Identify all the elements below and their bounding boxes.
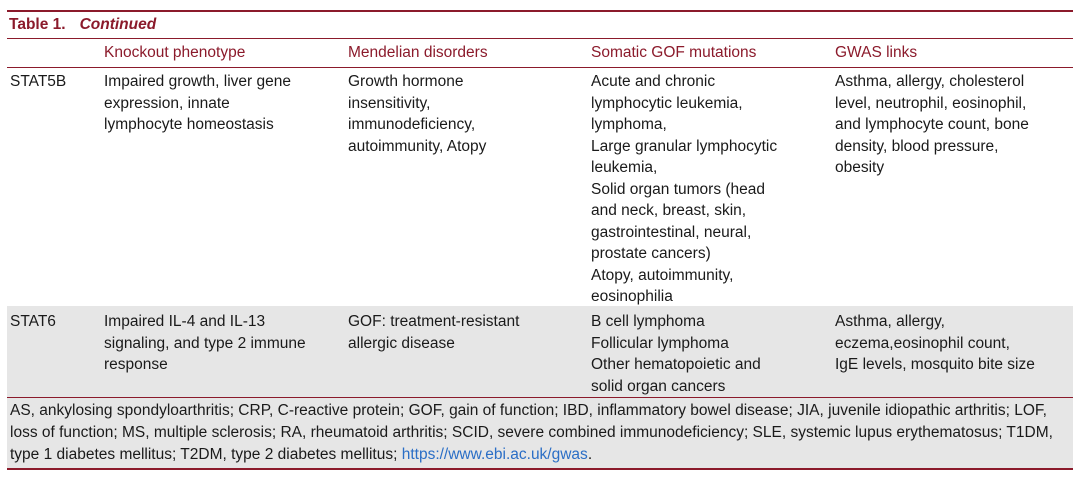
footnote-text: AS, ankylosing spondyloarthritis; CRP, C-reactive protein; GOF, gain of function; IBD, inflammatory bowel disease; JIA, juvenile idiopathic arthritis; LOF, loss of function; MS, multiple sclerosis; RA, rheumatoid arthritis; SCID, severe combined immunodeficiency; SLE, systemic lupus erythematosus; T1DM, type 1 diabetes mellitus; T2DM, type 2 diabetes mellitus; bbox=[10, 402, 1053, 463]
table-container bbox=[7, 10, 1073, 470]
table-label: Table 1. bbox=[9, 16, 66, 33]
footnote-end: . bbox=[587, 446, 593, 463]
table-subtitle: Continued bbox=[79, 16, 157, 33]
header-cell-somatic: Somatic GOF mutations bbox=[591, 44, 757, 61]
header-cell-gwas: GWAS links bbox=[835, 44, 918, 61]
gwas-cell: Asthma, allergy, cholesterol level, neutrophil, eosinophil, and lymphocyte count, bone density, blood pressure, obesity bbox=[835, 73, 1029, 176]
table-title bbox=[7, 12, 1073, 38]
table-row bbox=[7, 306, 1073, 397]
somatic-cell: B cell lymphoma Follicular lymphoma Other hematopoietic and solid organ cancers bbox=[591, 313, 761, 395]
table-header-row bbox=[7, 39, 1073, 67]
gene-name-cell: STAT5B bbox=[10, 73, 67, 90]
table-footnote bbox=[7, 398, 1073, 468]
mendelian-cell: Growth hormone insensitivity, immunodeficiency, autoimmunity, Atopy bbox=[348, 73, 487, 155]
knockout-cell: Impaired IL-4 and IL-13 signaling, and type 2 immune response bbox=[104, 313, 306, 373]
gwas-cell: Asthma, allergy, eczema,eosinophil count, IgE levels, mosquito bite size bbox=[835, 313, 1035, 373]
knockout-cell: Impaired growth, liver gene expression, innate lymphocyte homeostasis bbox=[104, 73, 291, 133]
gene-name-cell: STAT6 bbox=[10, 313, 56, 330]
somatic-cell: Acute and chronic lymphocytic leukemia, lymphoma, Large granular lymphocytic leukemia, Solid organ tumors (head and neck, breast, skin, gastrointestinal, neural, prostate cancers) Atopy, autoimmunity, eosinophilia bbox=[591, 73, 778, 305]
gwas-catalog-link[interactable]: https://www.ebi.ac.uk/gwas bbox=[401, 446, 588, 463]
header-cell-knockout: Knockout phenotype bbox=[104, 44, 246, 61]
mendelian-cell: GOF: treatment-resistant allergic disease bbox=[348, 313, 520, 352]
header-cell-mendelian: Mendelian disorders bbox=[348, 44, 488, 61]
table-row bbox=[7, 68, 1073, 306]
table-bottom-rule bbox=[7, 468, 1073, 470]
